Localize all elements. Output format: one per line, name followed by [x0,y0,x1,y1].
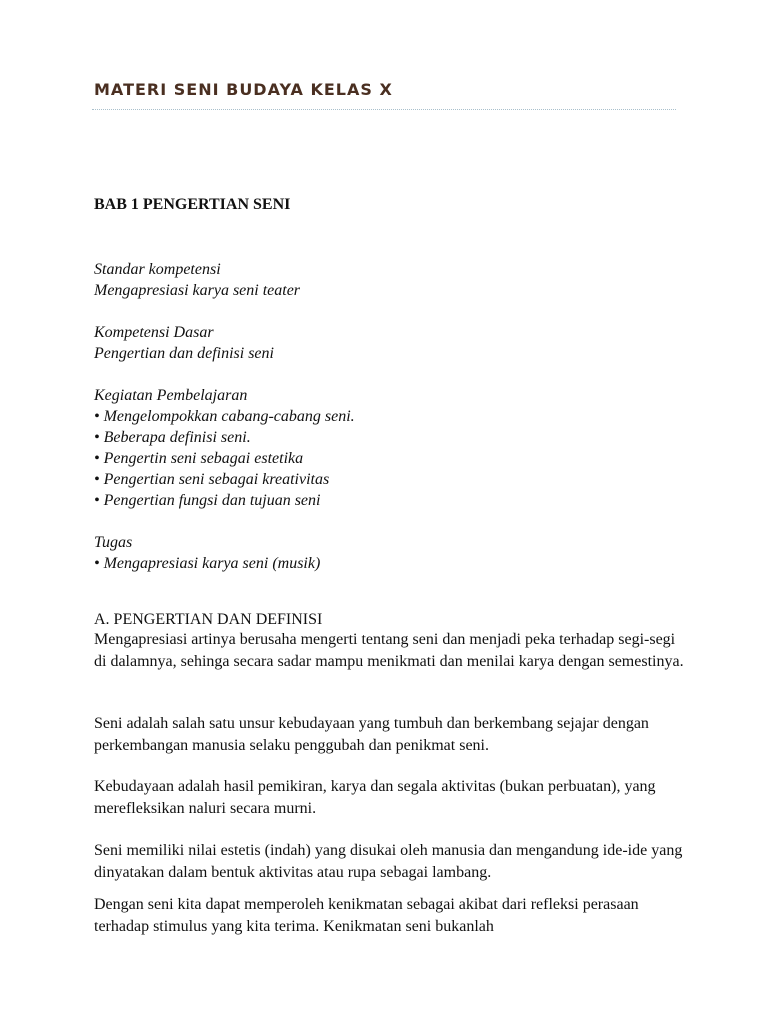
standar-label: Standar kompetensi [94,261,221,278]
kegiatan-item: • Pengertian fungsi dan tujuan seni [94,492,321,509]
paragraph: Dengan seni kita dapat memperoleh kenikmatan sebagai akibat dari refleksi perasaan terhadap stimulus yang kita terima. Kenikmatan seni bukanlah [94,896,639,935]
kompetensi-value: Pengertian dan definisi seni [94,345,274,362]
tugas-item: • Mengapresiasi karya seni (musik) [94,555,321,572]
kegiatan-label: Kegiatan Pembelajaran [94,387,248,404]
paragraph: Kebudayaan adalah hasil pemikiran, karya dan segala aktivitas (bukan perbuatan), yang merefleksikan naluri secara murni. [94,778,656,817]
kegiatan-item: • Pengertin seni sebagai estetika [94,450,304,467]
paragraph: Seni memiliki nilai estetis (indah) yang disukai oleh manusia dan mengandung ide-ide yang dinyatakan dalam bentuk aktivitas atau rupa sebagai lambang. [94,842,683,881]
kegiatan-item: • Pengertian seni sebagai kreativitas [94,471,330,488]
kegiatan-item: • Mengelompokkan cabang-cabang seni. [94,408,355,425]
paragraph: Seni adalah salah satu unsur kebudayaan yang tumbuh dan berkembang sejajar dengan perkembangan manusia selaku penggubah dan penikmat seni. [94,715,649,754]
paragraph: Mengapresiasi artinya berusaha mengerti tentang seni dan menjadi peka terhadap segi-segi di dalamnya, sehinga secara sadar mampu menikmati dan menilai karya dengan semestinya. [94,631,684,670]
title-divider [92,109,676,110]
chapter-heading: BAB 1 PENGERTIAN SENI [94,196,291,213]
tugas-label: Tugas [94,534,133,551]
standar-value: Mengapresiasi karya seni teater [94,282,301,299]
section-a-heading: A. PENGERTIAN DAN DEFINISI [94,611,323,628]
kompetensi-label: Kompetensi Dasar [94,324,214,341]
kegiatan-item: • Beberapa definisi seni. [94,429,251,446]
document-title: MATERI SENI BUDAYA KELAS X [94,80,393,99]
